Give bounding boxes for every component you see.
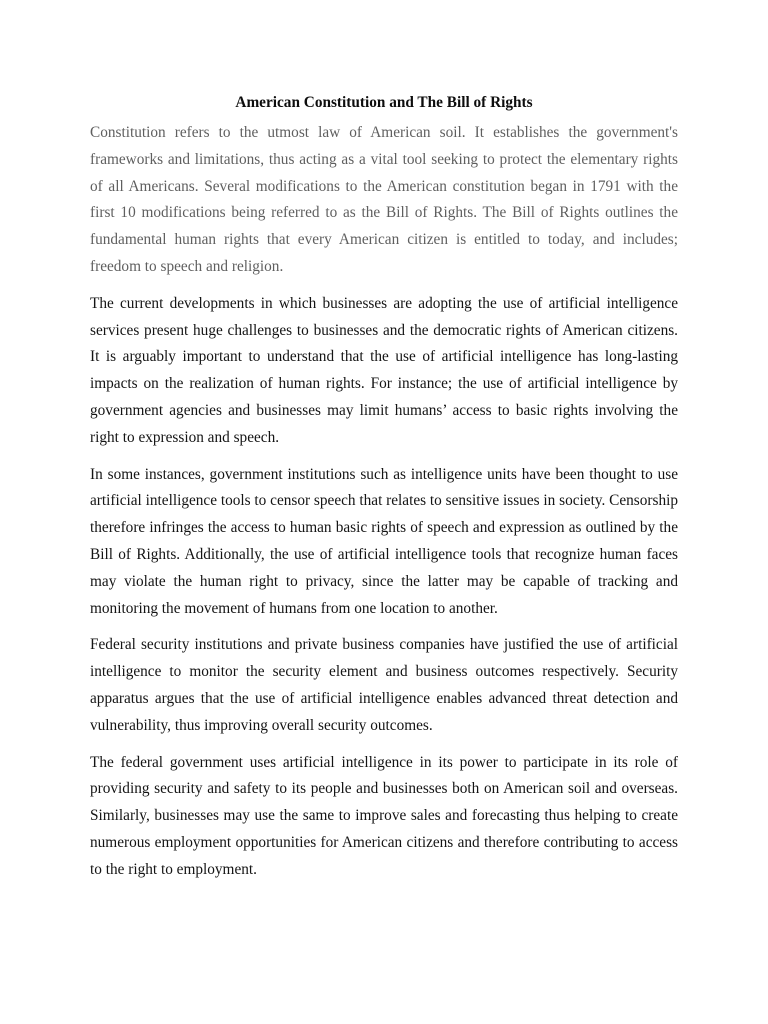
paragraph-censorship-privacy: In some instances, government institutions such as intelligence units have been thought to use artificial intelligence tools to censor speech that relates to sensitive issues in society. Censorship therefore infringes the access to human basic rights of speech and expression as outlined by the Bill of Rights. Additionally, the use of artificial intelligence tools that recognize human faces may violate the human right to privacy, since the latter may be capable of tracking and monitoring the movement of humans from one location to another. [90, 465, 678, 617]
paragraph-security-justification: Federal security institutions and private business companies have justified the use of artificial intelligence to monitor the security element and business outcomes respectively. Security apparatus argues that the use of artificial intelligence enables advanced threat detection and vulnerability, thus improving overall security outcomes. [90, 636, 678, 734]
paragraph-constitution-intro: Constitution refers to the utmost law of American soil. It establishes the government's frameworks and limitations, thus acting as a vital tool seeking to protect the elementary rights of all Americans. Several modifications to the American constitution began in 1791 with the first 10 modifications being referred to as the Bill of Rights. The Bill of Rights outlines the fundamental human rights that every American citizen is entitled to today, and includes; freedom to speech and religion. [90, 124, 678, 275]
paragraph-ai-challenges: The current developments in which businesses are adopting the use of artificial intelligence services present huge challenges to businesses and the democratic rights of American citizens. It is arguably important to understand that the use of artificial intelligence has long-lasting impacts on the realization of human rights. For instance; the use of artificial intelligence by government agencies and businesses may limit humans’ access to basic rights involving the right to expression and speech. [90, 294, 678, 446]
document-body [90, 93, 678, 894]
document-title: American Constitution and The Bill of Rights [235, 94, 533, 111]
paragraph-government-business-use: The federal government uses artificial intelligence in its power to participate in its role of providing security and safety to its people and businesses both on American soil and overseas. Similarly, businesses may use the same to improve sales and forecasting thus helping to create numerous employment opportunities for American citizens and therefore contributing to access to the right to employment. [90, 753, 678, 878]
